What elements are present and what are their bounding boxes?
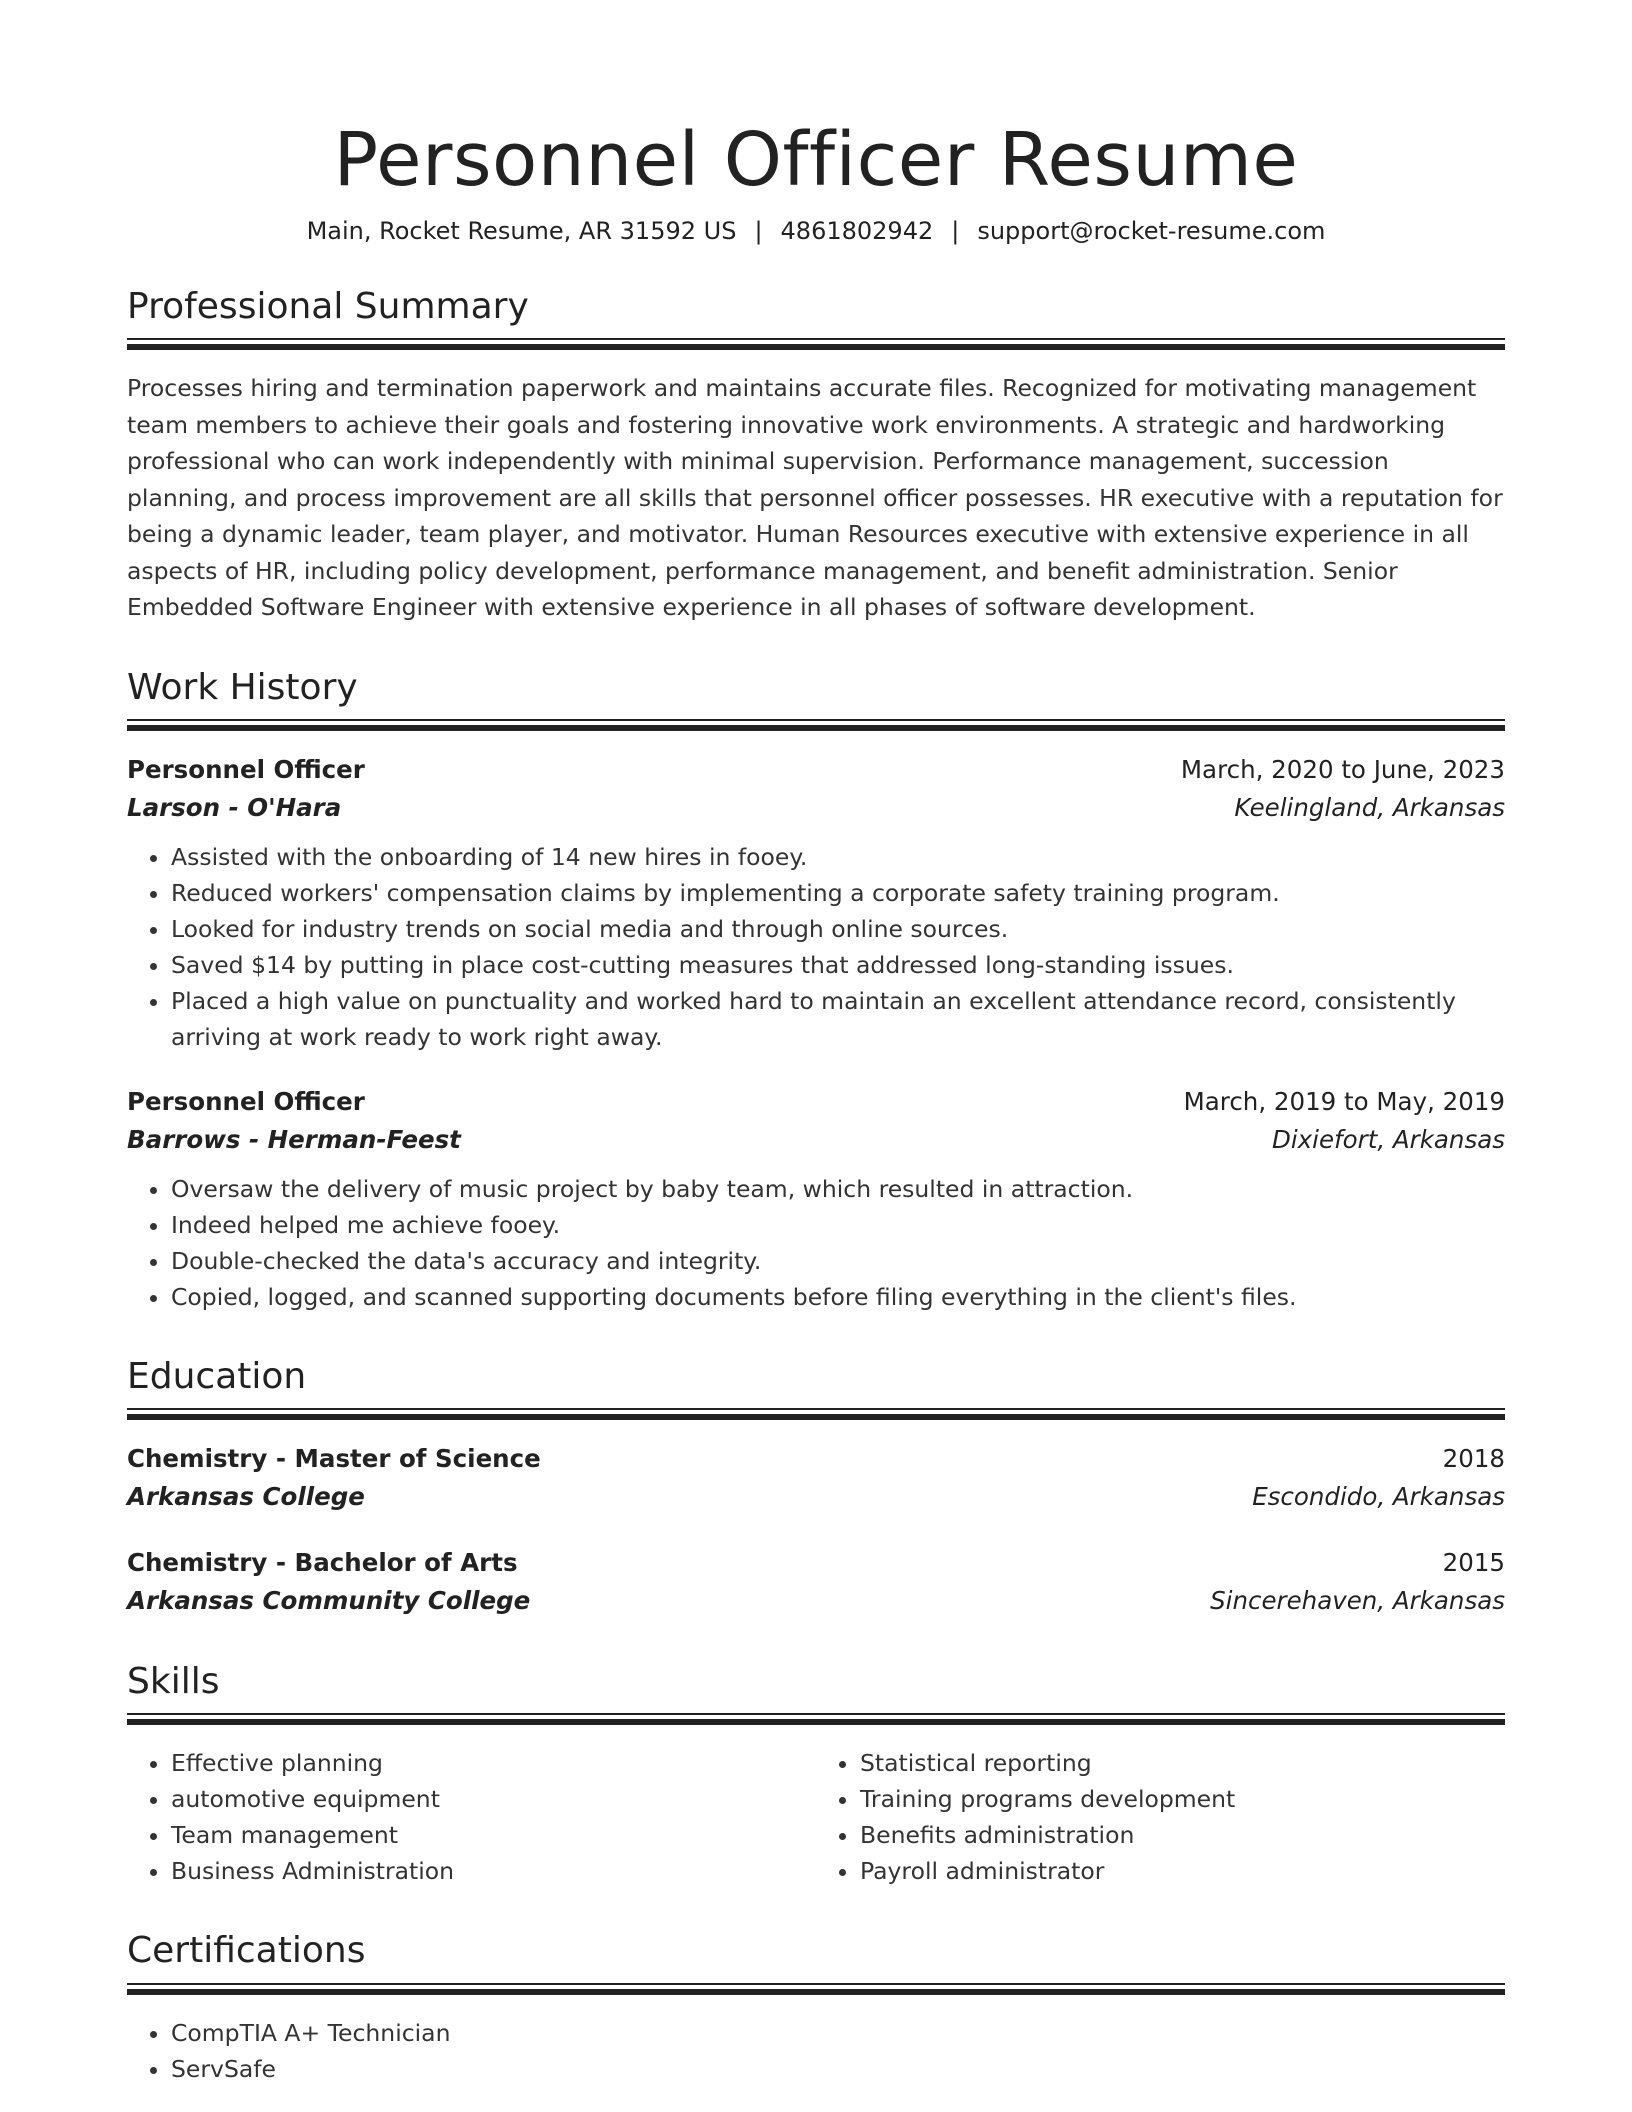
job-bullets xyxy=(127,1171,1505,1315)
education-entry xyxy=(127,1440,1505,1516)
education-year: 2015 xyxy=(1442,1548,1505,1578)
section-divider xyxy=(127,1983,1505,1995)
section-title-education: Education xyxy=(127,1355,307,1397)
education-school: Arkansas Community College xyxy=(127,1586,531,1616)
skill-item: • Benefits administration xyxy=(860,1817,1505,1853)
skills-grid xyxy=(127,1745,1505,1889)
resume-title: Personnel Officer Resume xyxy=(333,117,1299,203)
skill-item: • Statistical reporting xyxy=(860,1745,1505,1781)
section-divider xyxy=(127,338,1505,350)
section-title-summary: Professional Summary xyxy=(127,286,529,328)
education-location: Escondido, Arkansas xyxy=(1252,1482,1505,1512)
job-entry xyxy=(127,1083,1505,1315)
job-bullet: • Copied, logged, and scanned supporting documents before filing everything in the client's files. xyxy=(171,1279,1505,1315)
education-year: 2018 xyxy=(1442,1444,1505,1474)
skill-item: • Training programs development xyxy=(860,1781,1505,1817)
education-degree: Chemistry - Master of Science xyxy=(127,1444,541,1474)
skill-item: • Business Administration xyxy=(171,1853,816,1889)
education-location: Sincerehaven, Arkansas xyxy=(1210,1586,1505,1616)
job-entry xyxy=(127,751,1505,1055)
skills-section xyxy=(127,1660,1505,1889)
job-title: Personnel Officer xyxy=(127,1086,365,1116)
job-bullet: • Indeed helped me achieve fooey. xyxy=(171,1207,1505,1243)
skills-column-right xyxy=(816,1745,1505,1889)
job-title: Personnel Officer xyxy=(127,754,365,784)
job-location: Dixiefort, Arkansas xyxy=(1271,1124,1505,1154)
job-company: Barrows - Herman-Feest xyxy=(127,1124,461,1154)
job-bullet: • Assisted with the onboarding of 14 new hires in fooey. xyxy=(171,839,1505,875)
section-divider xyxy=(127,1713,1505,1725)
job-bullet: • Placed a high value on punctuality and worked hard to maintain an excellent attendance record, consistently arriving at work ready to work right away. xyxy=(171,983,1505,1055)
work-history-section xyxy=(127,666,1505,1315)
education-degree: Chemistry - Bachelor of Arts xyxy=(127,1548,518,1578)
education-entry xyxy=(127,1544,1505,1620)
job-bullet: • Double-checked the data's accuracy and integrity. xyxy=(171,1243,1505,1279)
contact-separator: | xyxy=(754,217,763,246)
section-title-work-history: Work History xyxy=(127,666,358,708)
job-bullet: • Reduced workers' compensation claims by implementing a corporate safety training program. xyxy=(171,875,1505,911)
contact-line xyxy=(127,217,1505,245)
summary-section xyxy=(127,285,1505,626)
job-dates: March, 2020 to June, 2023 xyxy=(1180,754,1505,784)
job-bullet: • Oversaw the delivery of music project by baby team, which resulted in attraction. xyxy=(171,1171,1505,1207)
section-title-certifications: Certifications xyxy=(127,1930,366,1972)
education-school: Arkansas College xyxy=(127,1482,365,1512)
skill-item: • Payroll administrator xyxy=(860,1853,1505,1889)
certifications-list xyxy=(127,2015,1505,2087)
contact-separator: | xyxy=(951,217,960,246)
job-bullet: • Looked for industry trends on social media and through online sources. xyxy=(171,911,1505,947)
contact-address: Main, Rocket Resume, AR 31592 US xyxy=(306,217,737,246)
skill-item: • Team management xyxy=(171,1817,816,1853)
skill-item: • Effective planning xyxy=(171,1745,816,1781)
skill-item: • automotive equipment xyxy=(171,1781,816,1817)
section-divider xyxy=(127,719,1505,731)
certification-item: • CompTIA A+ Technician xyxy=(171,2015,1505,2051)
contact-email: support@rocket-resume.com xyxy=(977,217,1326,246)
certification-item: • ServSafe xyxy=(171,2051,1505,2087)
section-divider xyxy=(127,1408,1505,1420)
section-title-skills: Skills xyxy=(127,1661,220,1703)
skills-column-left xyxy=(127,1745,816,1889)
job-company: Larson - O'Hara xyxy=(127,792,342,822)
summary-text: Processes hiring and termination paperwork and maintains accurate files. Recognized for motivating management team members to achieve their goals and fostering innovative work environments. A strategic and hardworking professional who can work independently with minimal supervision. Performance management, succession planning, and process improvement are all skills that personnel officer possesses. HR executive with a reputation for being a dynamic leader, team player, and motivator. Human Resources executive with extensive experience in all aspects of HR, including policy development, performance management, and benefit administration. Senior Embedded Software Engineer with extensive experience in all phases of software development. xyxy=(127,374,1503,622)
contact-phone: 4861802942 xyxy=(780,217,934,246)
job-dates: March, 2019 to May, 2019 xyxy=(1183,1086,1505,1116)
job-location: Keelingland, Arkansas xyxy=(1234,792,1505,822)
job-bullets xyxy=(127,839,1505,1055)
education-section xyxy=(127,1355,1505,1620)
job-bullet: • Saved $14 by putting in place cost-cutting measures that addressed long-standing issues. xyxy=(171,947,1505,983)
certifications-section xyxy=(127,1929,1505,2086)
